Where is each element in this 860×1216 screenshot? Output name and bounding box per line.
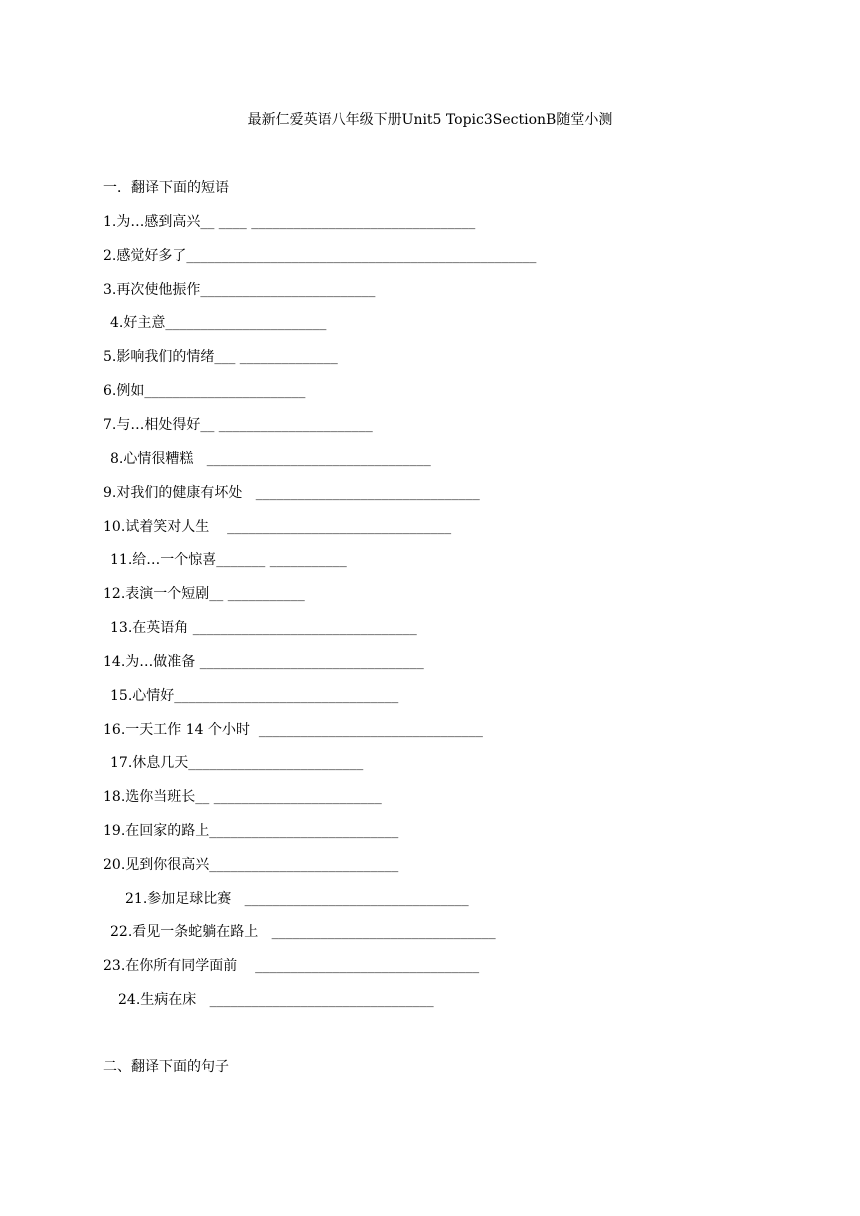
phrase-item-21: 21.参加足球比赛 ________________________________ xyxy=(125,891,469,907)
phrase-item-1: 1.为…感到高兴__ ____ ________________________________ xyxy=(103,214,476,230)
phrase-item-24: 24.生病在床 ________________________________ xyxy=(118,992,434,1008)
phrase-item-11: 11.给…一个惊喜_______ ___________ xyxy=(110,552,347,568)
phrase-item-19: 19.在回家的路上___________________________ xyxy=(103,823,399,839)
phrase-item-8: 8.心情很糟糕 ________________________________ xyxy=(110,451,431,467)
phrase-item-14: 14.为…做准备 ________________________________ xyxy=(103,654,424,670)
phrase-item-4: 4.好主意_______________________ xyxy=(110,315,327,331)
document-title: 最新仁爱英语八年级下册Unit5 Topic3SectionB随堂小测 xyxy=(247,112,613,128)
phrase-item-5: 5.影响我们的情绪___ ______________ xyxy=(103,349,338,365)
phrase-item-22: 22.看见一条蛇躺在路上 ________________________________ xyxy=(110,924,496,940)
phrase-item-23: 23.在你所有同学面前 ________________________________ xyxy=(103,958,480,974)
phrase-item-6: 6.例如_______________________ xyxy=(103,383,306,399)
phrase-item-7: 7.与…相处得好__ ______________________ xyxy=(103,417,373,433)
phrase-item-10: 10.试着笑对人生 ________________________________ xyxy=(103,519,452,535)
phrase-item-12: 12.表演一个短剧__ ___________ xyxy=(103,586,305,602)
section-2-heading: 二、翻译下面的句子 xyxy=(103,1059,229,1075)
phrase-item-16: 16.一天工作 14 个小时 ________________________________ xyxy=(103,722,483,738)
phrase-item-15: 15.心情好________________________________ xyxy=(110,688,399,704)
phrase-item-18: 18.选你当班长__ ________________________ xyxy=(103,789,382,805)
phrase-item-17: 17.休息几天_________________________ xyxy=(110,755,364,771)
phrase-item-13: 13.在英语角 ________________________________ xyxy=(110,620,417,636)
section-1-heading: 一．翻译下面的短语 xyxy=(103,180,229,196)
phrase-item-3: 3.再次使他振作_________________________ xyxy=(103,282,376,298)
phrase-item-20: 20.见到你很高兴___________________________ xyxy=(103,857,399,873)
phrase-item-9: 9.对我们的健康有坏处 ________________________________ xyxy=(103,485,480,501)
phrase-item-2: 2.感觉好多了__________________________________________________ xyxy=(103,248,537,264)
